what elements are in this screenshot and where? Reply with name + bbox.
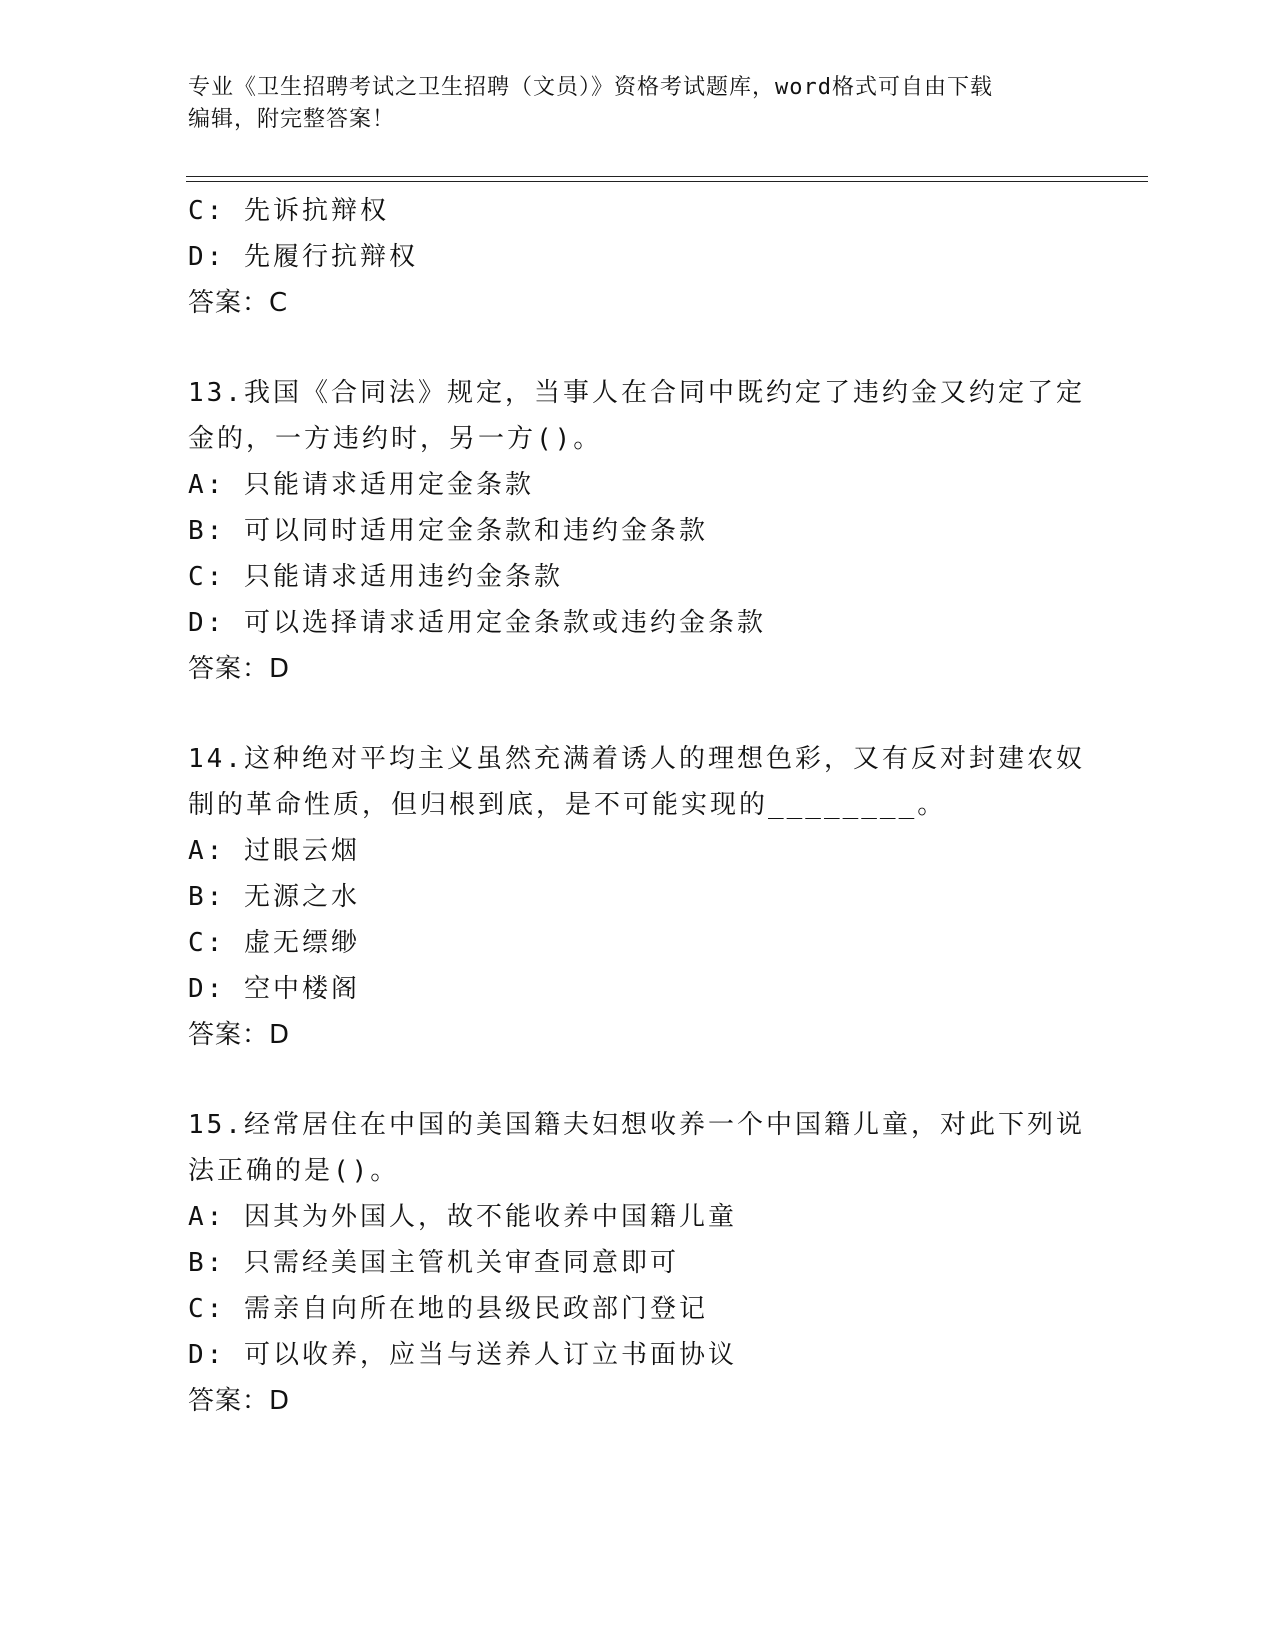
option-label: D: bbox=[188, 608, 226, 638]
option-text: 空中楼阁 bbox=[243, 974, 360, 1004]
option-label: D: bbox=[188, 1340, 226, 1370]
question-15 bbox=[188, 1102, 1088, 1424]
header-divider-bottom bbox=[186, 181, 1148, 182]
question-list bbox=[188, 188, 1088, 1424]
question-stem-line-2: 金的，一方违约时，另一方()。 bbox=[188, 424, 603, 454]
option-text: 需亲自向所在地的县级民政部门登记 bbox=[243, 1294, 708, 1324]
option-text: 先履行抗辩权 bbox=[243, 242, 418, 272]
question-stem-line-1: 13.我国《合同法》规定，当事人在合同中既约定了违约金又约定了定 bbox=[188, 378, 1085, 408]
option-label: B: bbox=[188, 882, 226, 912]
option-label: C: bbox=[188, 196, 226, 226]
option-text: 只能请求适用定金条款 bbox=[243, 470, 534, 500]
option-text: 虚无缥缈 bbox=[243, 928, 360, 958]
option-text: 因其为外国人，故不能收养中国籍儿童 bbox=[243, 1202, 737, 1232]
option-label: B: bbox=[188, 1248, 226, 1278]
option-label: B: bbox=[188, 516, 226, 546]
option-c bbox=[188, 188, 1088, 234]
question-stem-line-1: 14.这种绝对平均主义虽然充满着诱人的理想色彩，又有反对封建农奴 bbox=[188, 744, 1085, 774]
option-c bbox=[188, 554, 1088, 600]
option-d bbox=[188, 234, 1088, 280]
option-b bbox=[188, 1240, 1088, 1286]
option-label: A: bbox=[188, 1202, 226, 1232]
option-text: 无源之水 bbox=[243, 882, 360, 912]
header-line-2: 编辑，附完整答案！ bbox=[188, 107, 396, 132]
option-b bbox=[188, 874, 1088, 920]
option-c bbox=[188, 920, 1088, 966]
question-stem-line-1: 15.经常居住在中国的美国籍夫妇想收养一个中国籍儿童，对此下列说 bbox=[188, 1110, 1085, 1140]
option-d bbox=[188, 966, 1088, 1012]
question-stem-line-2: 制的革命性质，但归根到底，是不可能实现的________。 bbox=[188, 790, 947, 820]
option-label: A: bbox=[188, 836, 226, 866]
option-a bbox=[188, 828, 1088, 874]
answer-line: 答案：D bbox=[188, 654, 291, 684]
option-label: C: bbox=[188, 928, 226, 958]
option-a bbox=[188, 1194, 1088, 1240]
option-text: 只需经美国主管机关审查同意即可 bbox=[243, 1248, 679, 1278]
option-label: C: bbox=[188, 562, 226, 592]
option-b bbox=[188, 508, 1088, 554]
option-label: A: bbox=[188, 470, 226, 500]
option-label: C: bbox=[188, 1294, 226, 1324]
answer-line: 答案：D bbox=[188, 1020, 291, 1050]
option-text: 可以选择请求适用定金条款或违约金条款 bbox=[243, 608, 766, 638]
option-text: 过眼云烟 bbox=[243, 836, 360, 866]
question-stem-line-2: 法正确的是()。 bbox=[188, 1156, 400, 1186]
answer-line: 答案：D bbox=[188, 1386, 291, 1416]
option-d bbox=[188, 600, 1088, 646]
header-divider-top bbox=[186, 176, 1148, 177]
header-line-1: 专业《卫生招聘考试之卫生招聘（文员）》资格考试题库，word格式可自由下载 bbox=[188, 75, 993, 100]
option-label: D: bbox=[188, 974, 226, 1004]
question-12-tail bbox=[188, 188, 1088, 326]
option-a bbox=[188, 462, 1088, 508]
answer-line: 答案：C bbox=[188, 288, 289, 318]
option-text: 只能请求适用违约金条款 bbox=[243, 562, 563, 592]
option-d bbox=[188, 1332, 1088, 1378]
option-text: 可以同时适用定金条款和违约金条款 bbox=[243, 516, 708, 546]
option-text: 可以收养，应当与送养人订立书面协议 bbox=[243, 1340, 737, 1370]
option-label: D: bbox=[188, 242, 226, 272]
option-text: 先诉抗辩权 bbox=[243, 196, 389, 226]
option-c bbox=[188, 1286, 1088, 1332]
question-13 bbox=[188, 370, 1088, 692]
document-header bbox=[188, 72, 1068, 136]
question-14 bbox=[188, 736, 1088, 1058]
